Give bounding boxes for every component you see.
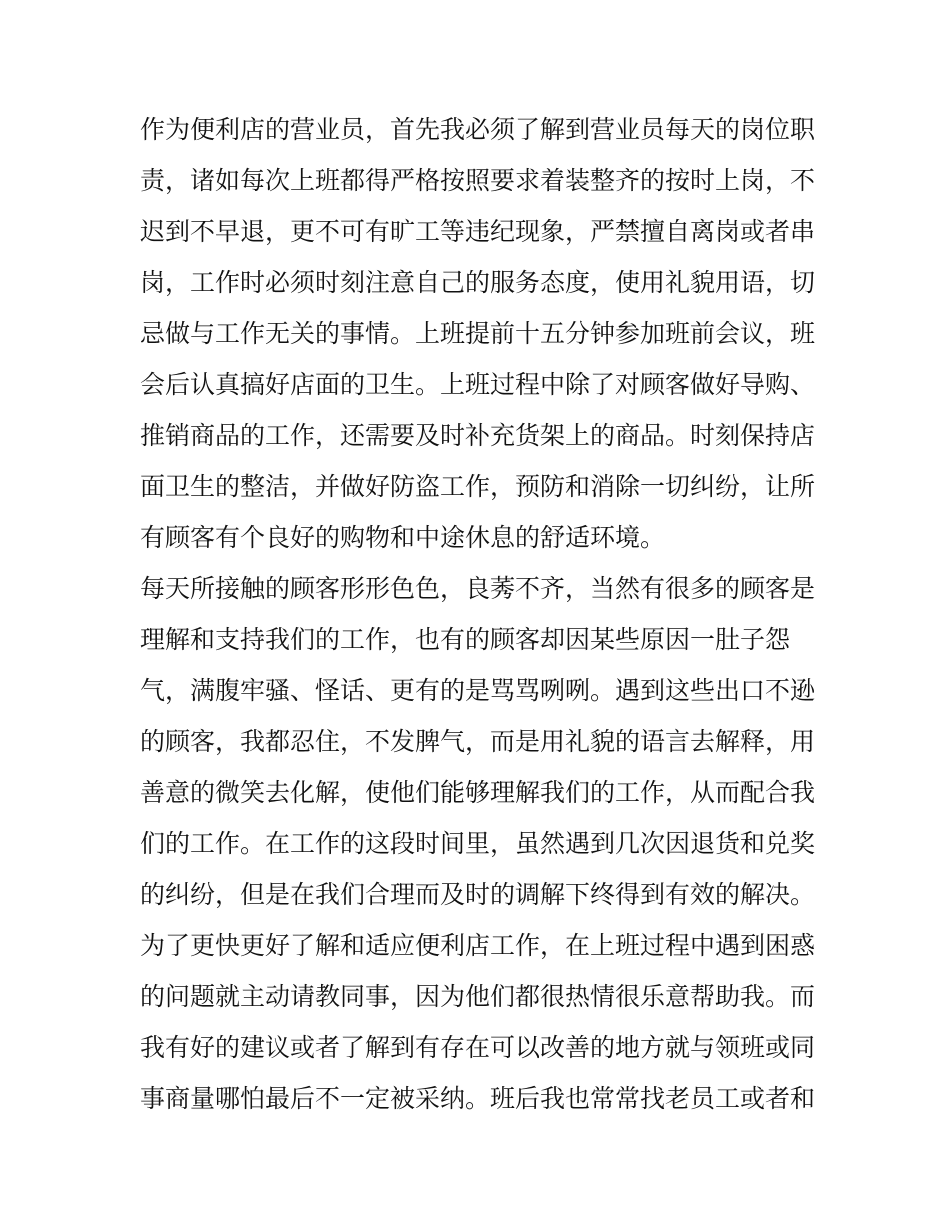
text-line: 气，满腹牢骚、怪话、更有的是骂骂咧咧。遇到这些出口不逊	[140, 676, 816, 705]
text-line: 每天所接触的顾客形形色色，良莠不齐，当然有很多的顾客是	[140, 574, 816, 603]
text-line: 理解和支持我们的工作，也有的顾客却因某些原因一肚子怨	[140, 625, 791, 654]
text-line: 推销商品的工作，还需要及时补充货架上的商品。时刻保持店	[140, 421, 816, 450]
text-line: 事商量哪怕最后不一定被采纳。班后我也常常找老员工或者和	[140, 1084, 816, 1113]
text-line: 责，诸如每次上班都得严格按照要求着装整齐的按时上岗，不	[140, 166, 816, 195]
text-line: 迟到不早退，更不可有旷工等违纪现象，严禁擅自离岗或者串	[140, 217, 816, 246]
document-body	[140, 104, 820, 1124]
text-line: 们的工作。在工作的这段时间里，虽然遇到几次因退货和兑奖	[140, 829, 816, 858]
text-line: 的问题就主动请教同事，因为他们都很热情很乐意帮助我。而	[140, 982, 816, 1011]
text-line: 岗，工作时必须时刻注意自己的服务态度，使用礼貌用语，切	[140, 268, 816, 297]
text-line: 的顾客，我都忍住，不发脾气，而是用礼貌的语言去解释，用	[140, 727, 816, 756]
text-line: 忌做与工作无关的事情。上班提前十五分钟参加班前会议，班	[140, 319, 816, 348]
text-line: 面卫生的整洁，并做好防盗工作，预防和消除一切纠纷，让所	[140, 472, 816, 501]
text-line: 的纠纷，但是在我们合理而及时的调解下终得到有效的解决。	[140, 880, 816, 909]
text-line: 善意的微笑去化解，使他们能够理解我们的工作，从而配合我	[140, 778, 816, 807]
text-line: 我有好的建议或者了解到有存在可以改善的地方就与领班或同	[140, 1033, 816, 1062]
text-line: 会后认真搞好店面的卫生。上班过程中除了对顾客做好导购、	[140, 370, 816, 399]
text-line: 有顾客有个良好的购物和中途休息的舒适环境。	[140, 523, 666, 552]
text-line: 作为便利店的营业员，首先我必须了解到营业员每天的岗位职	[140, 115, 816, 144]
text-line: 为了更快更好了解和适应便利店工作，在上班过程中遇到困惑	[140, 931, 816, 960]
